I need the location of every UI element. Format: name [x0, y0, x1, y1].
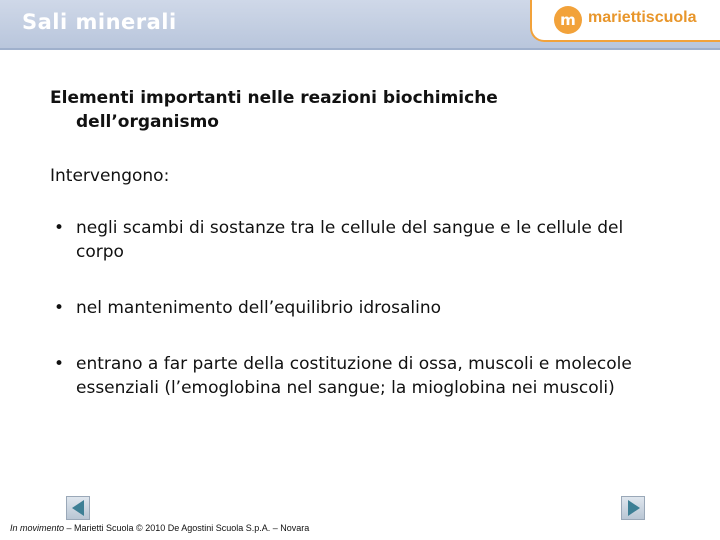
prev-slide-button[interactable]: [66, 496, 90, 520]
logo-text: mariettiscuola: [588, 9, 697, 26]
arrow-right-icon: [628, 500, 640, 516]
header-divider: [0, 48, 720, 50]
slide-title: Sali minerali: [22, 10, 177, 34]
intro-text: Intervengono:: [50, 166, 170, 186]
bullet-list: [50, 216, 670, 400]
lead-line-2: dell’organismo: [76, 112, 219, 132]
bullet-icon: •: [54, 354, 65, 374]
bullet-icon: •: [54, 298, 65, 318]
publisher-logo: [530, 0, 720, 42]
footer-book-title: In movimento: [10, 523, 65, 533]
slide-body: [50, 86, 670, 432]
list-item: [50, 216, 670, 264]
footer-copyright: – Marietti Scuola © 2010 De Agostini Scuola S.p.A. – Novara: [64, 523, 310, 533]
lead-line-1: Elementi importanti nelle reazioni biochimiche: [50, 88, 498, 108]
bullet-text: nel mantenimento dell’equilibrio idrosalino: [76, 298, 442, 318]
arrow-left-icon: [72, 500, 84, 516]
next-slide-button[interactable]: [621, 496, 645, 520]
footer-credit: [10, 523, 309, 533]
slide-header: [0, 0, 720, 48]
list-item: [50, 296, 670, 320]
bullet-text: entrano a far parte della costituzione di ossa, muscoli e molecole essenziali (l’emoglobina nel sangue; la mioglobina nei muscoli): [76, 354, 632, 398]
lead-text: [50, 86, 670, 134]
list-item: [50, 352, 670, 400]
bullet-icon: •: [54, 218, 65, 238]
logo-icon: m: [554, 6, 582, 34]
bullet-text: negli scambi di sostanze tra le cellule del sangue e le cellule del corpo: [76, 218, 624, 262]
